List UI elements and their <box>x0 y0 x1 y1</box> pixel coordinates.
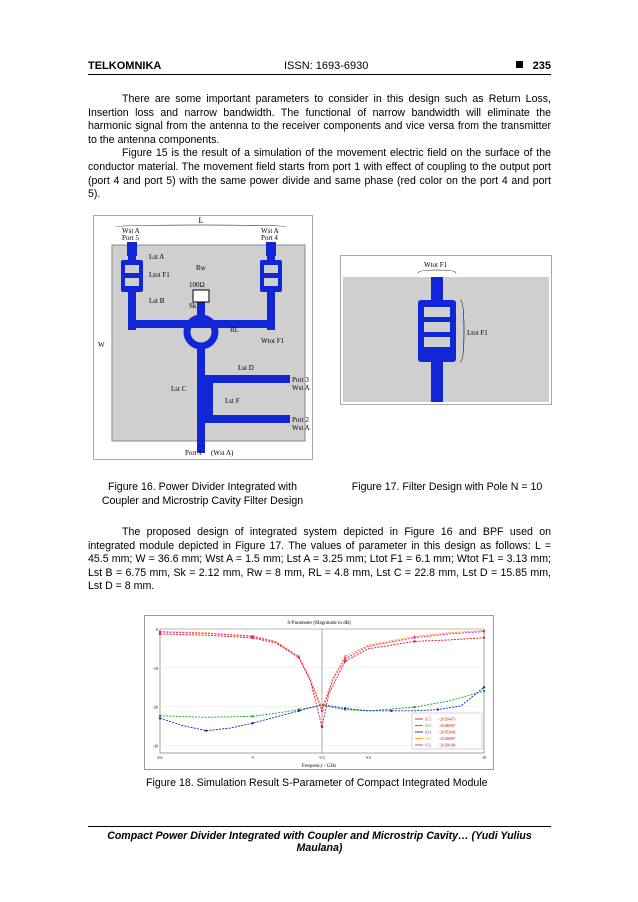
label-lst-f: Lst F <box>225 397 240 405</box>
label-L: L <box>198 216 204 225</box>
label-wst-a-port2: Wst A <box>292 424 310 432</box>
y-tick-label: -30 <box>152 743 158 749</box>
paragraph-1: There are some important parameters to consider in this design such as Return Loss, Insertion loss and narrow bandwidth. The functional of narrow bandwidth will eliminate the harmonic signal from the antenna to the receiver components and vice versa from the transmitter to the antenna components. <box>88 93 551 146</box>
x-tick-label: 9.3 <box>319 755 325 760</box>
running-header <box>88 58 551 75</box>
legend-value: -20.496807 <box>439 737 456 741</box>
label-port-5: Port 5 <box>122 234 139 242</box>
data-point <box>298 710 300 712</box>
y-tick-label: 0 <box>156 627 158 632</box>
resistor-100ohm <box>193 290 209 302</box>
square-bullet-icon <box>516 61 523 68</box>
legend-name: S3,1 <box>425 730 432 735</box>
label-W: W <box>98 341 105 349</box>
port-2-branch <box>205 415 290 423</box>
main-trunk <box>197 343 205 453</box>
label-wtot-f1: Wtot F1 <box>261 337 285 345</box>
label-port-1: Port 1 <box>185 449 202 457</box>
page-number: 235 <box>516 60 551 72</box>
x-tick-label: 9 <box>251 755 254 760</box>
figure-16-caption: Figure 16. Power Divider Integrated with Coupler and Microstrip Cavity Filter Design <box>101 481 304 507</box>
figure-18-caption: Figure 18. Simulation Result S-Parameter of Compact Integrated Module <box>146 777 488 789</box>
x-tick-label: 9.5 <box>365 755 371 760</box>
label-port-2: Port 2 <box>292 416 309 424</box>
label-lst-c: Lst C <box>171 385 187 393</box>
resistor-feed <box>197 302 205 324</box>
label-ltot-f1: Ltot F1 <box>149 271 170 279</box>
legend-name: S4,1 <box>425 737 432 741</box>
label-lst-b: Lst B <box>149 297 165 305</box>
chart-title: S-Parameter (Magnitude in dB) <box>287 621 351 626</box>
legend-name: S1,1 <box>425 717 432 722</box>
filter-slot-1 <box>424 307 450 317</box>
data-point <box>483 690 485 692</box>
body-text-middle <box>88 526 551 594</box>
data-point <box>298 656 300 658</box>
label-wtot-f1-17: Wtot F1 <box>424 261 448 269</box>
data-point <box>390 710 392 712</box>
data-point <box>159 717 161 719</box>
data-point <box>321 710 323 712</box>
left-cavity-filter <box>121 260 143 292</box>
left-cavity-slot-1 <box>125 265 139 273</box>
y-tick-label: -10 <box>152 665 158 671</box>
label-lst-d: Lst D <box>238 364 254 372</box>
data-point <box>344 655 346 657</box>
data-point <box>205 729 207 731</box>
data-point <box>344 658 346 660</box>
data-point <box>251 635 253 637</box>
label-port-3: Port 3 <box>292 376 309 384</box>
filter-slot-3 <box>424 337 450 347</box>
label-wst-a-left: Wst A <box>122 227 140 235</box>
data-point <box>321 726 323 728</box>
data-point <box>413 636 415 638</box>
label-lst-a: Lst A <box>149 253 165 261</box>
label-wst-a-port1: (Wst A) <box>211 449 234 457</box>
label-100-ohm: 100Ω <box>189 281 205 289</box>
x-tick-label: 8.6 <box>157 755 163 760</box>
body-text-top <box>88 93 551 202</box>
label-rw: Rw <box>196 264 206 272</box>
data-point <box>413 706 415 708</box>
data-point <box>159 715 161 717</box>
y-tick-label: -20 <box>152 704 158 710</box>
data-point <box>483 686 485 688</box>
legend-value: -20.680907 <box>439 724 456 728</box>
port-3-branch <box>205 375 290 383</box>
legend-value: -20.930168 <box>439 743 456 748</box>
right-cavity-slot-2 <box>264 278 278 286</box>
chart-xlabel: Frequency / GHz <box>301 764 337 769</box>
journal-name: TELKOMNIKA <box>88 60 162 72</box>
x-tick-label: 10 <box>482 755 486 760</box>
data-point <box>483 630 485 632</box>
left-cavity-slot-2 <box>125 278 139 286</box>
data-point <box>159 631 161 633</box>
legend-value: -20.952846 <box>439 730 456 735</box>
label-wst-a-port3: Wst A <box>292 384 310 392</box>
label-sk: Sk <box>189 302 197 310</box>
figure-17-diagram <box>340 255 552 405</box>
label-wst-a-right: Wst A <box>261 227 279 235</box>
filter-slot-2 <box>424 322 450 332</box>
legend-value: -29.204473 <box>439 717 456 722</box>
data-point <box>413 640 415 642</box>
data-point <box>344 707 346 709</box>
running-footer: Compact Power Divider Integrated with Coupler and Microstrip Cavity… (Yudi Yulius Maulana) <box>88 826 551 854</box>
figure-17-caption: Figure 17. Filter Design with Pole N = 10 <box>351 481 543 493</box>
paragraph-2: Figure 15 is the result of a simulation of the movement electric field on the surface of the conductor material. The movement field starts from port 1 with effect of coupling to the output port (port 4 and port 5) with the same power divide and same phase (red color on the port 4 and port 5). <box>88 147 551 201</box>
figure-18-chart <box>144 615 494 770</box>
legend-name: S5,1 <box>425 743 432 748</box>
branch-connector <box>205 383 213 415</box>
issn: ISSN: 1693-6930 <box>284 60 369 72</box>
data-point <box>483 636 485 638</box>
figure-16-diagram <box>93 215 313 460</box>
data-point <box>437 708 439 710</box>
right-cavity-slot-1 <box>264 265 278 273</box>
label-port-4: Port 4 <box>261 234 278 242</box>
legend-name: S2,1 <box>425 724 432 728</box>
right-cavity-filter <box>260 260 282 292</box>
label-rl: RL <box>230 326 239 334</box>
data-point <box>251 722 253 724</box>
label-ltot-f1-17: Ltot F1 <box>467 329 488 337</box>
data-point <box>251 715 253 717</box>
paragraph-3: The proposed design of integrated system depicted in Figure 16 and BPF used on integrated module depicted in Figure 17. The values of parameter in this design as follows: L = 45.5 mm; W = 36.6 mm; Wst A = 1.5 mm; Lst A = 3.25 mm; Ltot F1 = 6.1 mm; Wtot F1 = 3.13 mm; Lst B = 6.75 mm, Sk = 2.12 mm, Rw = 8 mm, RL = 4.8 mm, Lst C = 22.8 mm, Lst D = 15.85 mm, Lst D = 8 mm. <box>88 526 551 593</box>
